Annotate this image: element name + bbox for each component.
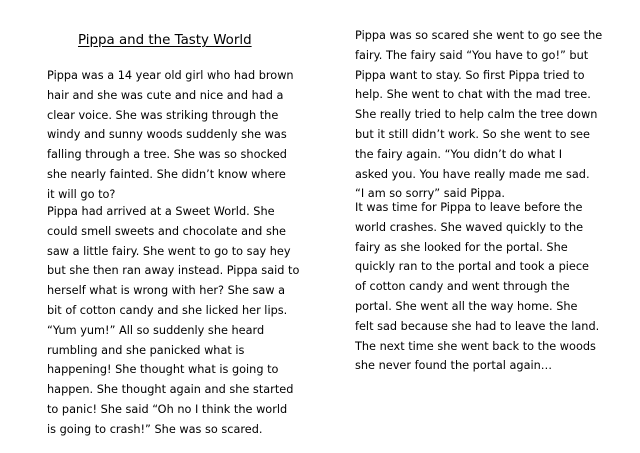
paragraph-4 [355,198,599,376]
text-line: “I am so sorry” said Pippa. [355,187,505,201]
text-line: happening! She thought what is going to [47,363,279,377]
text-line: bit of cotton candy and she licked her lips. [47,303,288,317]
text-line: but it still didn’t work. So she went to see [355,127,590,141]
paragraph-3 [355,26,602,204]
text-line: the fairy again. “You didn’t do what I [355,147,563,161]
text-line: hair and she was cute and nice and had a [47,88,284,102]
text-line: She really tried to help calm the tree down [355,108,598,122]
text-line: of cotton candy and went through the [355,280,570,294]
text-line: fairy. The fairy said “You have to go!” but [355,48,589,62]
text-line: herself what is wrong with her? She saw a [47,284,286,298]
text-line: The next time she went back to the woods [355,339,596,353]
text-line: Pippa was so scared she went to go see the [355,29,603,42]
text-line: falling through a tree. She was so shocked [47,148,287,162]
text-line: help. She went to chat with the mad tree. [355,88,591,102]
text-line: asked you. You have really made me sad. [355,167,590,181]
text-line: it will go to? [47,187,116,201]
paragraph-2 [47,202,299,440]
text-line: could smell sweets and chocolate and she [47,224,286,238]
text-line: It was time for Pippa to leave before the [355,201,583,214]
text-line: but she then ran away instead. Pippa said to [47,264,300,278]
text-line: she never found the portal again… [355,359,553,373]
text-line: she nearly fainted. She didn’t know where [47,167,286,181]
text-line: “Yum yum!” All so suddenly she heard [47,323,265,337]
text-line: fairy as she looked for the portal. She [355,240,568,254]
text-line: world crashes. She waved quickly to the [355,220,584,234]
text-line: quickly ran to the portal and took a piece [355,260,589,274]
text-line: portal. She went all the way home. She [355,299,578,313]
text-line: felt sad because she had to leave the land. [355,319,600,333]
text-line: clear voice. She was striking through the [47,108,279,122]
text-line: Pippa had arrived at a Sweet World. She [47,205,275,218]
text-line: Pippa was a 14 year old girl who had brown [47,69,294,82]
text-line: rumbling and she panicked what is [47,343,245,357]
text-line: is going to crash!” She was so scared. [47,422,263,436]
text-line: saw a little fairy. She went to go to say hey [47,244,291,258]
paragraph-1 [47,66,294,205]
text-line: to panic! She said “Oh no I think the world [47,402,288,416]
text-line: happen. She thought again and she started [47,383,294,397]
text-line: windy and sunny woods suddenly she was [47,128,287,142]
story-title: Pippa and the Tasty World [78,33,252,48]
text-line: Pippa want to stay. So first Pippa tried to [355,68,585,82]
